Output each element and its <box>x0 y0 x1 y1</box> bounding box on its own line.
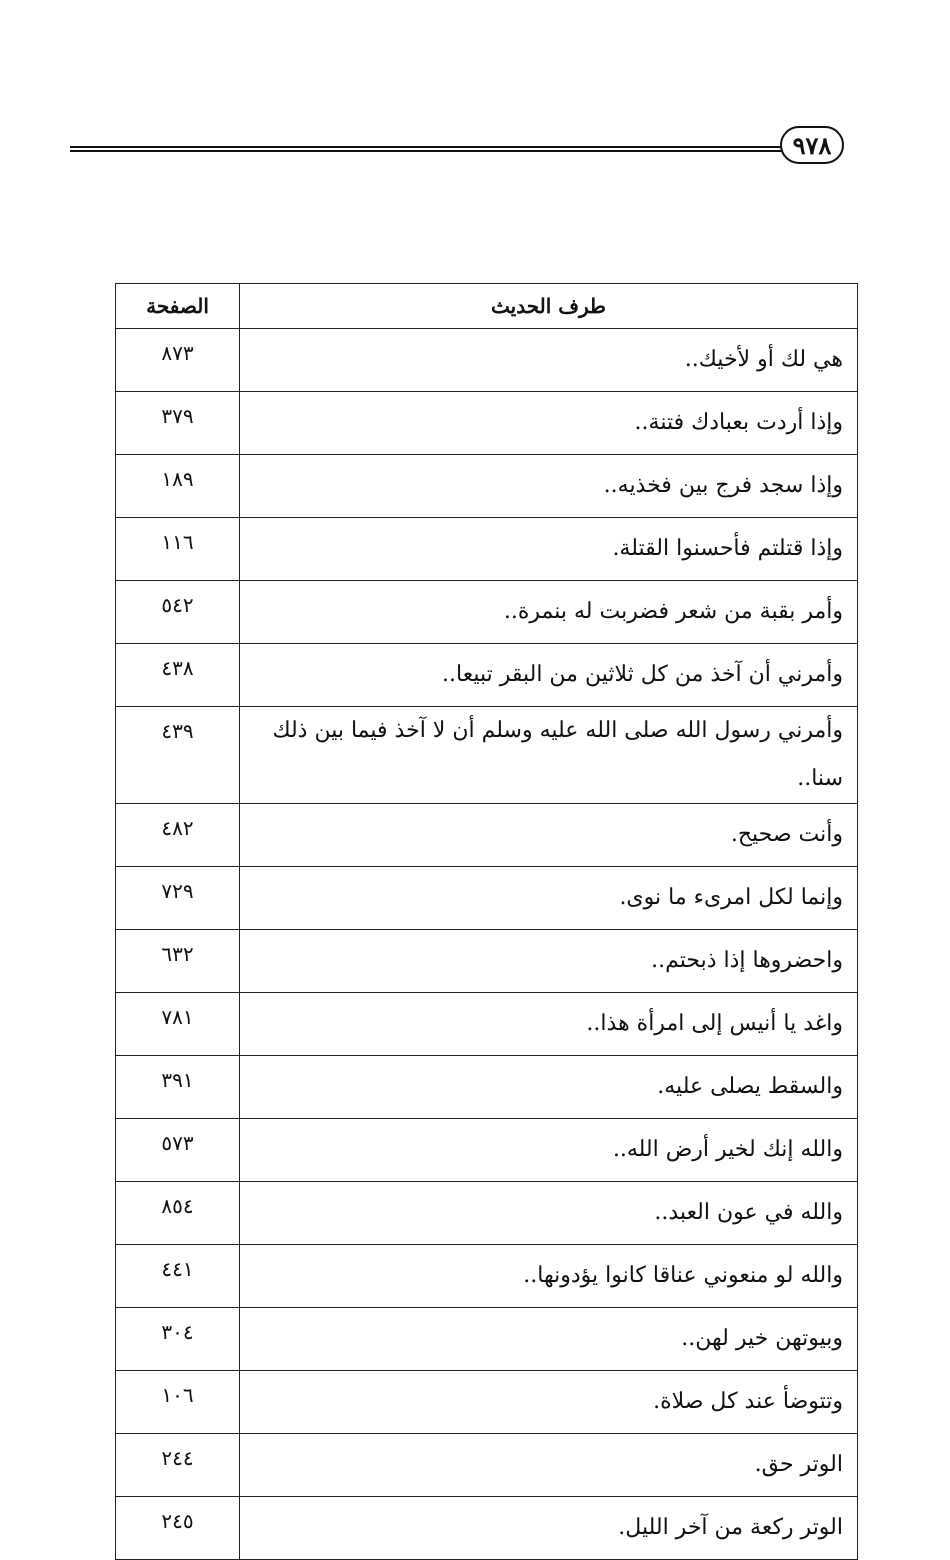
page-ref: ٤٣٨ <box>116 644 240 707</box>
page-ref: ٤٣٩ <box>116 707 240 804</box>
table-row <box>116 581 858 644</box>
table-row <box>116 930 858 993</box>
table-header-row <box>116 284 858 329</box>
table-row <box>116 1056 858 1119</box>
table-row <box>116 1182 858 1245</box>
column-header-page: الصفحة <box>116 284 240 329</box>
hadith-text: وإذا سجد فرج بين فخذيه.. <box>240 455 858 518</box>
table-row <box>116 1371 858 1434</box>
hadith-text: وإذا أردت بعبادك فتنة.. <box>240 392 858 455</box>
hadith-text: واغد يا أنيس إلى امرأة هذا.. <box>240 993 858 1056</box>
page-ref: ٣٧٩ <box>116 392 240 455</box>
page-ref: ٣٩١ <box>116 1056 240 1119</box>
page-ref: ٢٤٥ <box>116 1497 240 1560</box>
table-row <box>116 1119 858 1182</box>
table-row <box>116 1308 858 1371</box>
hadith-text: وأمرني أن آخذ من كل ثلاثين من البقر تبيعا.. <box>240 644 858 707</box>
table-row <box>116 804 858 867</box>
table-row <box>116 644 858 707</box>
hadith-text: والسقط يصلى عليه. <box>240 1056 858 1119</box>
table-row <box>116 867 858 930</box>
table-row <box>116 392 858 455</box>
column-header-hadith: طرف الحديث <box>240 284 858 329</box>
hadith-text: وأمرني رسول الله صلى الله عليه وسلم أن لا آخذ فيما بين ذلك سنا.. <box>240 707 858 804</box>
hadith-text: الوتر ركعة من آخر الليل. <box>240 1497 858 1560</box>
page-ref: ٥٧٣ <box>116 1119 240 1182</box>
hadith-index-table <box>115 283 858 1560</box>
table-row <box>116 707 858 804</box>
table-row <box>116 1245 858 1308</box>
hadith-text: والله في عون العبد.. <box>240 1182 858 1245</box>
hadith-text: وإذا قتلتم فأحسنوا القتلة. <box>240 518 858 581</box>
table-row <box>116 518 858 581</box>
hadith-text: وأمر بقبة من شعر فضربت له بنمرة.. <box>240 581 858 644</box>
page-ref: ٨٧٣ <box>116 329 240 392</box>
page-ref: ٤٨٢ <box>116 804 240 867</box>
table-row <box>116 993 858 1056</box>
page-number-badge <box>780 126 844 164</box>
table-row <box>116 1434 858 1497</box>
page-ref: ٧٢٩ <box>116 867 240 930</box>
hadith-text: والله إنك لخير أرض الله.. <box>240 1119 858 1182</box>
hadith-text: وبيوتهن خير لهن.. <box>240 1308 858 1371</box>
page-ref: ٣٠٤ <box>116 1308 240 1371</box>
table-row <box>116 455 858 518</box>
hadith-text: وتتوضأ عند كل صلاة. <box>240 1371 858 1434</box>
page-ref: ٨٥٤ <box>116 1182 240 1245</box>
page-ref: ٥٤٢ <box>116 581 240 644</box>
table-row <box>116 1497 858 1560</box>
page-ref: ١٨٩ <box>116 455 240 518</box>
page-ref: ٢٤٤ <box>116 1434 240 1497</box>
table-row <box>116 329 858 392</box>
page-ref: ٤٤١ <box>116 1245 240 1308</box>
hadith-text: واحضروها إذا ذبحتم.. <box>240 930 858 993</box>
page-ref: ٦٣٢ <box>116 930 240 993</box>
page-ref: ٧٨١ <box>116 993 240 1056</box>
page-ref: ١٠٦ <box>116 1371 240 1434</box>
page-ref: ١١٦ <box>116 518 240 581</box>
hadith-text: الوتر حق. <box>240 1434 858 1497</box>
hadith-text: والله لو منعوني عناقا كانوا يؤدونها.. <box>240 1245 858 1308</box>
hadith-text: وإنما لكل امرىء ما نوى. <box>240 867 858 930</box>
header-rule <box>70 146 792 152</box>
page-number: ٩٧٨ <box>792 130 832 160</box>
hadith-text: وأنت صحيح. <box>240 804 858 867</box>
hadith-text: هي لك أو لأخيك.. <box>240 329 858 392</box>
